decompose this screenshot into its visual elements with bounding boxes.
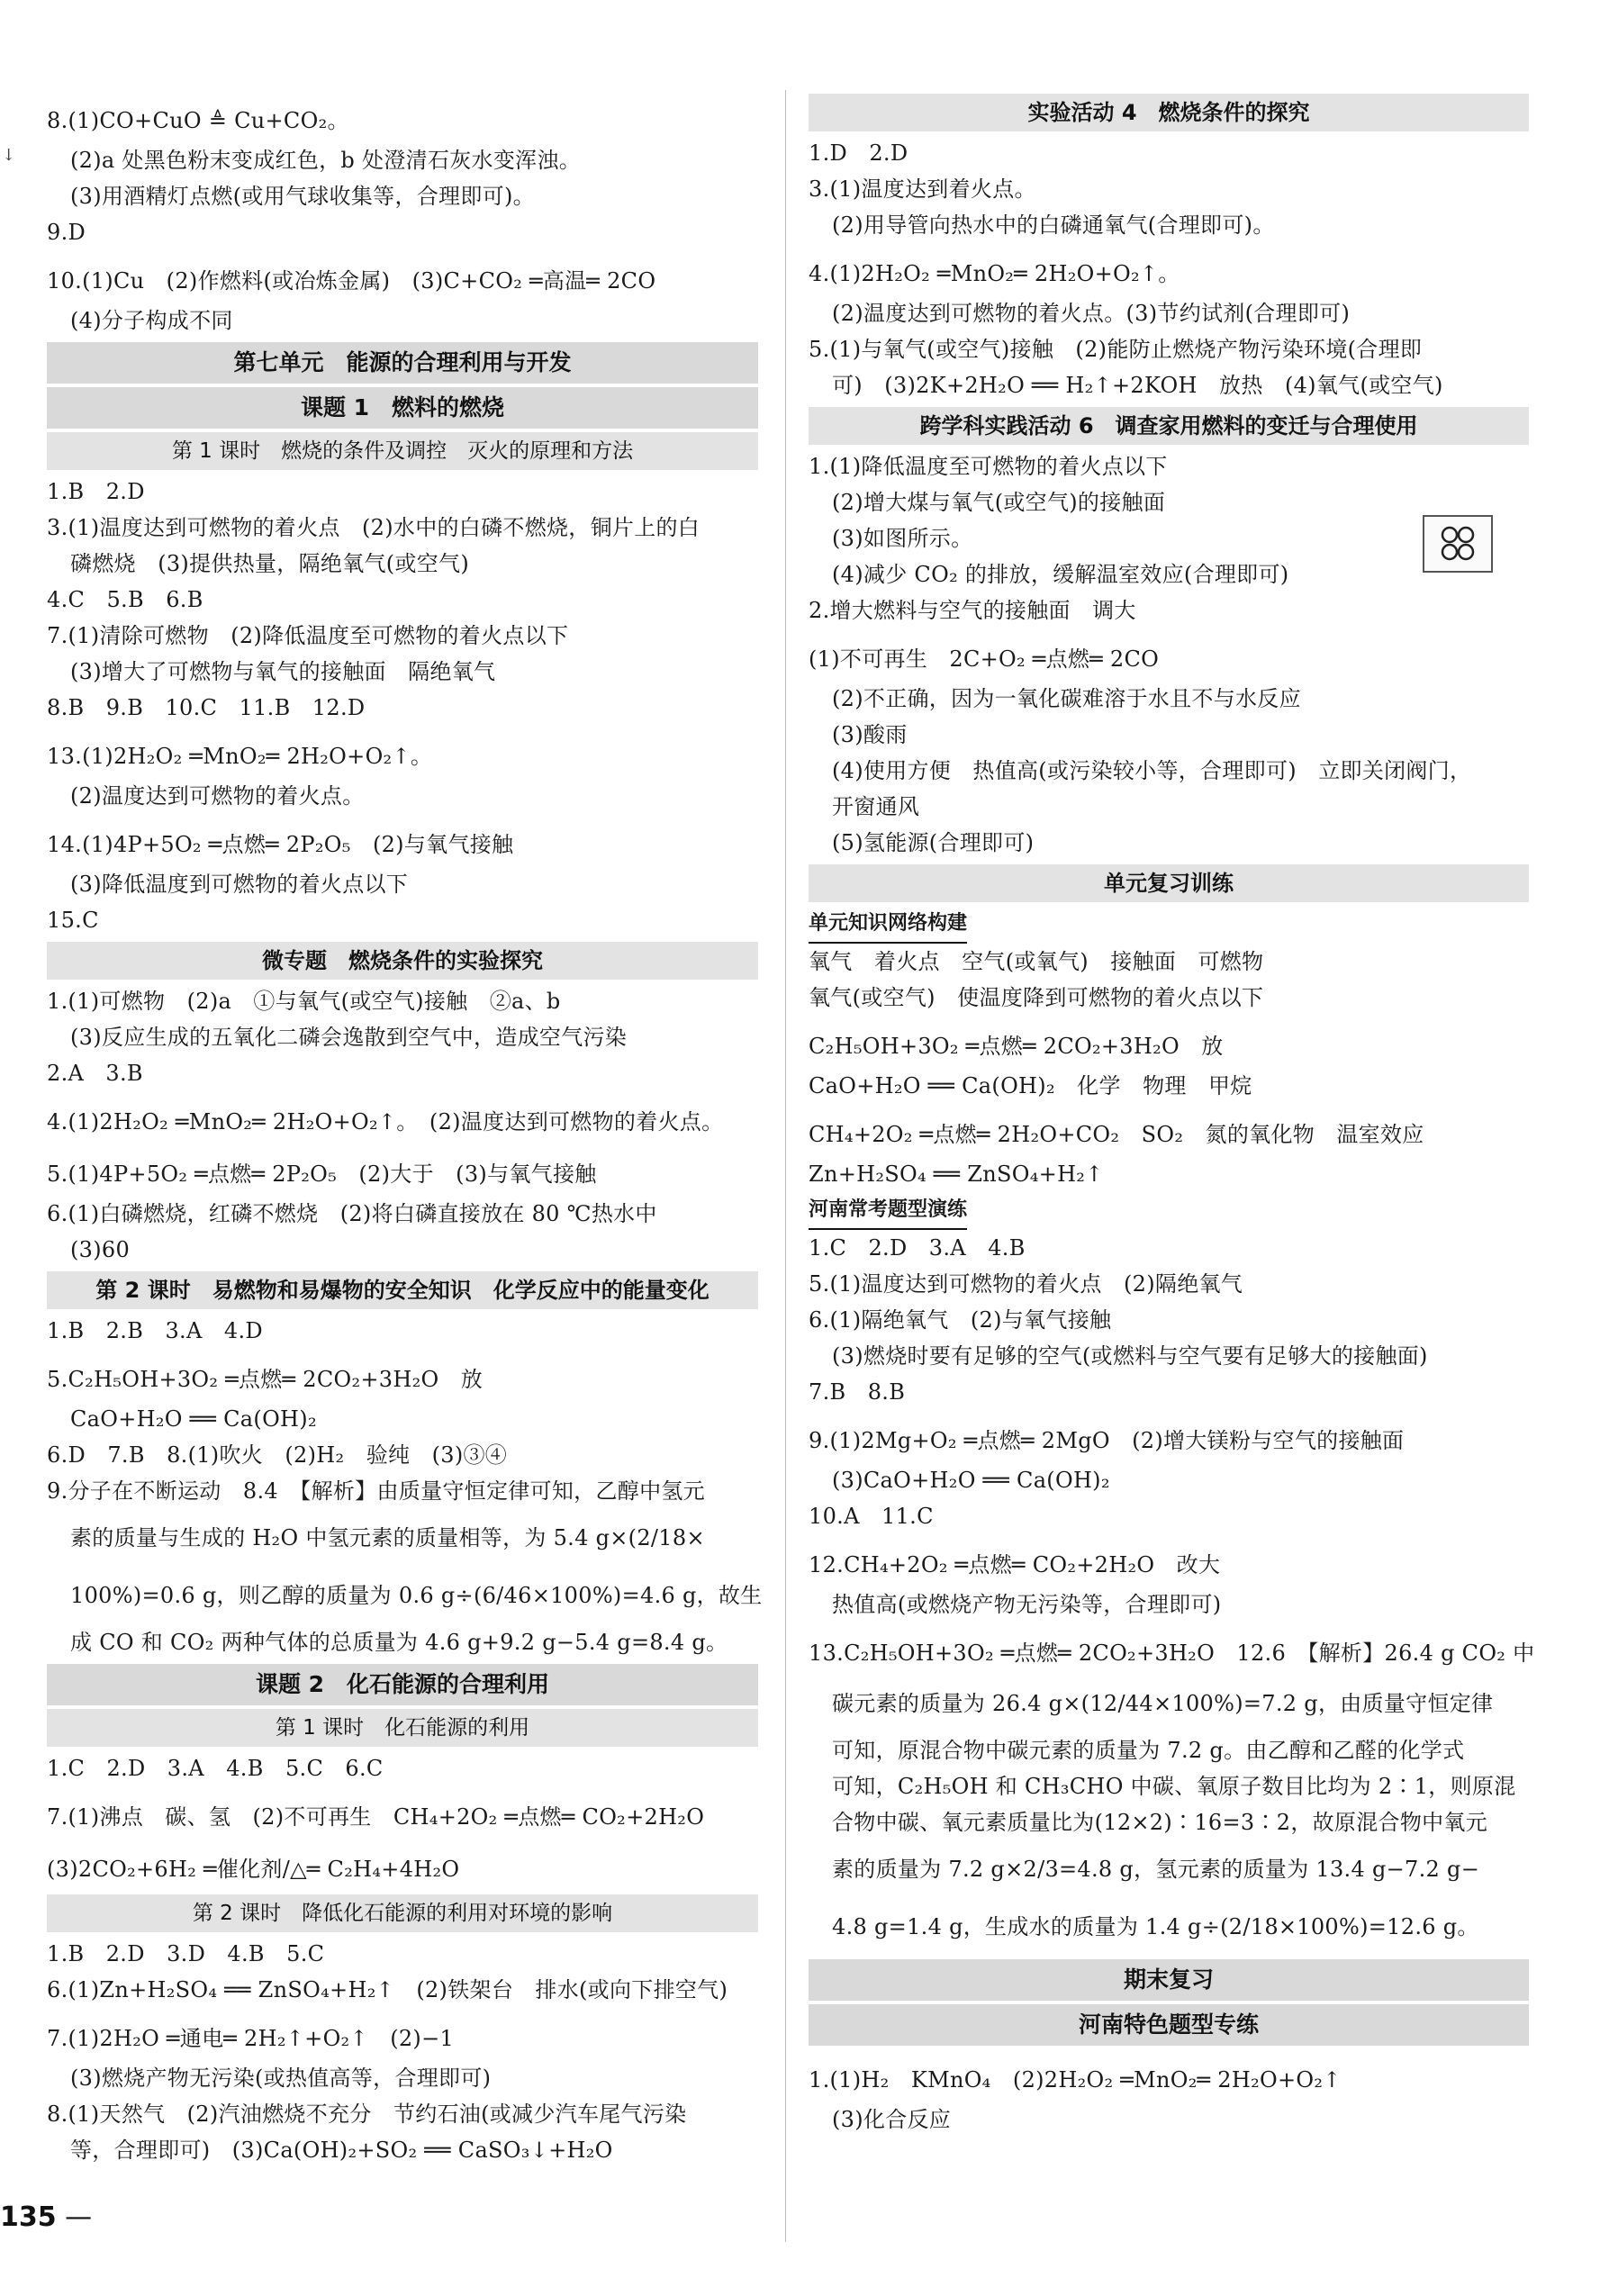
answer-line-continued: (3)酸雨: [832, 722, 908, 747]
answer-line: 8.B 9.B 10.C 11.B 12.D: [47, 695, 366, 720]
lesson-heading: 第 1 课时 化石能源的利用: [47, 1709, 758, 1747]
column-divider: [785, 90, 786, 2242]
lesson-heading: 第 1 课时 燃烧的条件及调控 灭火的原理和方法: [47, 432, 758, 470]
answer-line-equation: 8.(1)CO+CuO ≜ Cu+CO₂。: [47, 108, 349, 133]
answer-line-continued: 磷燃烧 (3)提供热量，隔绝氧气(或空气): [70, 551, 470, 576]
answer-line-continued: 热值高(或燃烧产物无污染等，合理即可): [832, 1592, 1222, 1617]
answer-line: 5.(1)与氧气(或空气)接触 (2)能防止燃烧产物污染环境(合理即: [809, 337, 1423, 362]
left-column: [47, 90, 763, 2168]
answer-line-equation: 9.(1)2Mg+O₂ ═点燃═ 2MgO (2)增大镁粉与空气的接触面: [809, 1428, 1405, 1453]
topic-heading: 跨学科实践活动 6 调查家用燃料的变迁与合理使用: [809, 407, 1529, 445]
answer-line-equation: 10.(1)Cu (2)作燃料(或冶炼金属) (3)C+CO₂ ═高温═ 2CO: [47, 268, 656, 294]
answer-line: 6.(1)隔绝氧气 (2)与氧气接触: [809, 1307, 1112, 1333]
answer-line: 氧气 着火点 空气(或氧气) 接触面 可燃物: [809, 949, 1264, 974]
topic-heading: 第 2 课时 易燃物和易爆物的安全知识 化学反应中的能量变化: [47, 1271, 758, 1309]
answer-line: 2.增大燃料与空气的接触面 调大: [809, 598, 1136, 623]
answer-line: 1.C 2.D 3.A 4.B: [809, 1235, 1026, 1261]
answer-line: 9.分子在不断运动 8.4 【解析】由质量守恒定律可知，乙醇中氢元: [47, 1478, 705, 1504]
answer-line-continued: 可知，C₂H₅OH 和 CH₃CHO 中碳、氧原子数目比均为 2∶1，则原混: [832, 1774, 1516, 1799]
topic-heading: 单元复习训练: [809, 864, 1529, 902]
answer-line-equation: 7.(1)沸点 碳、氢 (2)不可再生 CH₄+2O₂ ═点燃═ CO₂+2H₂O: [47, 1804, 705, 1830]
answer-line: 15.C: [47, 908, 99, 933]
answer-line-equation: 5.(1)4P+5O₂ ═点燃═ 2P₂O₅ (2)大于 (3)与氧气接触: [47, 1162, 597, 1187]
answer-line: 5.(1)温度达到可燃物的着火点 (2)隔绝氧气: [809, 1271, 1243, 1297]
answer-line-equation: 13.C₂H₅OH+3O₂ ═点燃═ 2CO₂+3H₂O 12.6 【解析】26.4 g CO₂ 中: [809, 1641, 1535, 1666]
answer-line: 6.D 7.B 8.(1)吹火 (2)H₂ 验纯 (3)③④: [47, 1442, 508, 1468]
answer-line-continued: (2)不正确，因为一氧化碳难溶于水且不与水反应: [832, 686, 1301, 711]
answer-line-continued: (3)用酒精灯点燃(或用气球收集等，合理即可)。: [70, 184, 535, 209]
answer-line-continued: (3)化合反应: [832, 2107, 952, 2132]
answer-line: 10.A 11.C: [809, 1504, 934, 1529]
answer-line-equation: 5.C₂H₅OH+3O₂ ═点燃═ 2CO₂+3H₂O 放: [47, 1367, 484, 1392]
right-column: [809, 90, 1535, 2138]
answer-line-continued: CaO+H₂O ══ Ca(OH)₂: [70, 1406, 317, 1432]
answer-line: 2.A 3.B: [47, 1061, 143, 1086]
answer-line-continued: (4)使用方便 热值高(或污染较小等，合理即可) 立即关闭阀门，: [832, 758, 1472, 783]
section-heading: 期末复习: [809, 1959, 1529, 2001]
answer-line-continued: (4)分子构成不同: [70, 308, 233, 333]
section-subheading-text: 单元知识网络构建: [809, 906, 967, 944]
answer-line-continued: (2)增大煤与氧气(或空气)的接触面: [832, 490, 1166, 515]
answer-line-continued: (5)氢能源(合理即可): [832, 830, 1035, 855]
answer-line-equation: 13.(1)2H₂O₂ ═MnO₂═ 2H₂O+O₂↑。: [47, 744, 433, 769]
answer-line: 3.(1)温度达到可燃物的着火点 (2)水中的白磷不燃烧，铜片上的白: [47, 515, 701, 540]
answer-line: 1.(1)降低温度至可燃物的着火点以下: [809, 454, 1168, 479]
answer-line: 4.C 5.B 6.B: [47, 587, 203, 612]
answer-line-continued: (2)温度达到可燃物的着火点。(3)节约试剂(合理即可): [832, 301, 1351, 326]
answer-line: 7.B 8.B: [809, 1379, 906, 1405]
answer-line: CaO+H₂O ══ Ca(OH)₂ 化学 物理 甲烷: [809, 1073, 1252, 1098]
section-heading: 第七单元 能源的合理利用与开发: [47, 342, 758, 384]
answer-line-fraction: 素的质量与生成的 H₂O 中氢元素的质量相等，为 5.4 g×(2/18×: [70, 1525, 705, 1550]
answer-line-continued: (3)增大了可燃物与氧气的接触面 隔绝氧气: [70, 659, 496, 684]
answer-line-equation: 1.(1)H₂ KMnO₄ (2)2H₂O₂ ═MnO₂═ 2H₂O+O₂↑: [809, 2067, 1342, 2093]
section-subheading: [809, 1192, 1529, 1230]
topic-heading: 微专题 燃烧条件的实验探究: [47, 942, 758, 980]
answer-line-continued: (3)60: [70, 1237, 131, 1262]
page-edge-mark: ↓: [2, 146, 16, 165]
answer-line-continued: (3)CaO+H₂O ══ Ca(OH)₂: [832, 1468, 1110, 1493]
answer-line-continued: 可) (3)2K+2H₂O ══ H₂↑+2KOH 放热 (4)氧气(或空气): [832, 373, 1443, 398]
answer-line: 氧气(或空气) 使温度降到可燃物的着火点以下: [809, 985, 1264, 1010]
answer-line: 6.(1)Zn+H₂SO₄ ══ ZnSO₄+H₂↑ (2)铁架台 排水(或向下排空气): [47, 1977, 728, 2002]
answer-line-fraction: 碳元素的质量为 26.4 g×(12/44×100%)=7.2 g，由质量守恒定律: [832, 1691, 1494, 1716]
answer-line: 3.(1)温度达到着火点。: [809, 176, 1036, 202]
section-subheading-text: 河南常考题型演练: [809, 1192, 967, 1230]
answer-line-continued: 等，合理即可) (3)Ca(OH)₂+SO₂ ══ CaSO₃↓+H₂O: [70, 2138, 613, 2163]
answer-line: 8.(1)天然气 (2)汽油燃烧不充分 节约石油(或减少汽车尾气污染: [47, 2102, 687, 2127]
topic-heading: 实验活动 4 燃烧条件的探究: [809, 94, 1529, 131]
coal-holes-diagram-icon: [1423, 515, 1493, 573]
answer-line: 9.D: [47, 220, 86, 245]
answer-line-equation: 12.CH₄+2O₂ ═点燃═ CO₂+2H₂O 改大: [809, 1552, 1221, 1577]
answer-line-continued: (3)降低温度到可燃物的着火点以下: [70, 872, 409, 897]
answer-line: 1.(1)可燃物 (2)a ①与氧气(或空气)接触 ②a、b: [47, 989, 561, 1014]
section-heading: 河南特色题型专练: [809, 2004, 1529, 2046]
answer-line: Zn+H₂SO₄ ══ ZnSO₄+H₂↑: [809, 1162, 1104, 1187]
answer-line-equation: 4.(1)2H₂O₂ ═MnO₂═ 2H₂O+O₂↑。: [809, 261, 1180, 286]
answer-line: 1.B 2.D 3.D 4.B 5.C: [47, 1941, 325, 1966]
answer-line-equation: 14.(1)4P+5O₂ ═点燃═ 2P₂O₅ (2)与氧气接触: [47, 832, 514, 857]
answer-line-equation: CH₄+2O₂ ═点燃═ 2H₂O+CO₂ SO₂ 氮的氧化物 温室效应: [809, 1122, 1424, 1147]
answer-line-continued: (2)a 处黑色粉末变成红色，b 处澄清石灰水变浑浊。: [70, 148, 582, 173]
answer-line: 6.(1)白磷燃烧，红磷不燃烧 (2)将白磷直接放在 80 ℃热水中: [47, 1201, 657, 1226]
answer-line-continued: (3)如图所示。: [832, 526, 973, 551]
answer-line-equation: (3)2CO₂+6H₂ ═催化剂/△═ C₂H₄+4H₂O: [47, 1857, 460, 1882]
answer-line-equation: (1)不可再生 2C+O₂ ═点燃═ 2CO: [809, 646, 1160, 672]
answer-line-equation: C₂H₅OH+3O₂ ═点燃═ 2CO₂+3H₂O 放: [809, 1034, 1224, 1059]
answer-line: 1.B 2.B 3.A 4.D: [47, 1318, 263, 1343]
answer-line-fraction: 100%)=0.6 g，则乙醇的质量为 0.6 g÷(6/46×100%)=4.6 g，故生: [70, 1583, 763, 1608]
answer-line: 7.(1)清除可燃物 (2)降低温度至可燃物的着火点以下: [47, 623, 569, 648]
section-subheading: [809, 906, 1529, 944]
answer-line: 1.C 2.D 3.A 4.B 5.C 6.C: [47, 1756, 384, 1781]
answer-line-continued: (2)温度达到可燃物的着火点。: [70, 783, 365, 809]
section-heading: 课题 1 燃料的燃烧: [47, 387, 758, 429]
answer-line-continued: (3)燃烧产物无污染(或热值高等，合理即可): [70, 2065, 492, 2091]
answer-line: 1.B 2.D: [47, 479, 145, 504]
answer-line-continued: (3)燃烧时要有足够的空气(或燃料与空气要有足够大的接触面): [832, 1343, 1428, 1369]
answer-line: 1.D 2.D: [809, 140, 908, 166]
answer-line-equation: 4.(1)2H₂O₂ ═MnO₂═ 2H₂O+O₂↑。 (2)温度达到可燃物的着火点。: [47, 1109, 724, 1134]
answer-line-continued: (2)用导管向热水中的白磷通氧气(合理即可)。: [832, 212, 1275, 238]
answer-line-continued: (3)反应生成的五氧化二磷会逸散到空气中，造成空气污染: [70, 1025, 628, 1050]
answer-line-continued: 合物中碳、氧元素质量比为(12×2)∶16=3∶2，故原混合物中氧元: [832, 1810, 1488, 1835]
answer-line-continued: 开窗通风: [832, 794, 920, 819]
answer-line-fraction: 素的质量为 7.2 g×2/3=4.8 g，氢元素的质量为 13.4 g−7.2 g−: [832, 1857, 1480, 1882]
page-number: 135 —: [0, 2201, 92, 2233]
answer-line-fraction: 4.8 g=1.4 g，生成水的质量为 1.4 g÷(2/18×100%)=12.6 g。: [832, 1914, 1479, 1939]
answer-line-continued: 成 CO 和 CO₂ 两种气体的总质量为 4.6 g+9.2 g−5.4 g=8.4 g。: [70, 1630, 728, 1655]
lesson-heading: 第 2 课时 降低化石能源的利用对环境的影响: [47, 1894, 758, 1932]
answer-line-equation: 7.(1)2H₂O ═通电═ 2H₂↑+O₂↑ (2)−1: [47, 2026, 455, 2051]
section-heading: 课题 2 化石能源的合理利用: [47, 1664, 758, 1705]
answer-line-continued: (4)减少 CO₂ 的排放，缓解温室效应(合理即可): [832, 562, 1289, 587]
answer-line-continued: 可知，原混合物中碳元素的质量为 7.2 g。由乙醇和乙醛的化学式: [832, 1738, 1465, 1763]
